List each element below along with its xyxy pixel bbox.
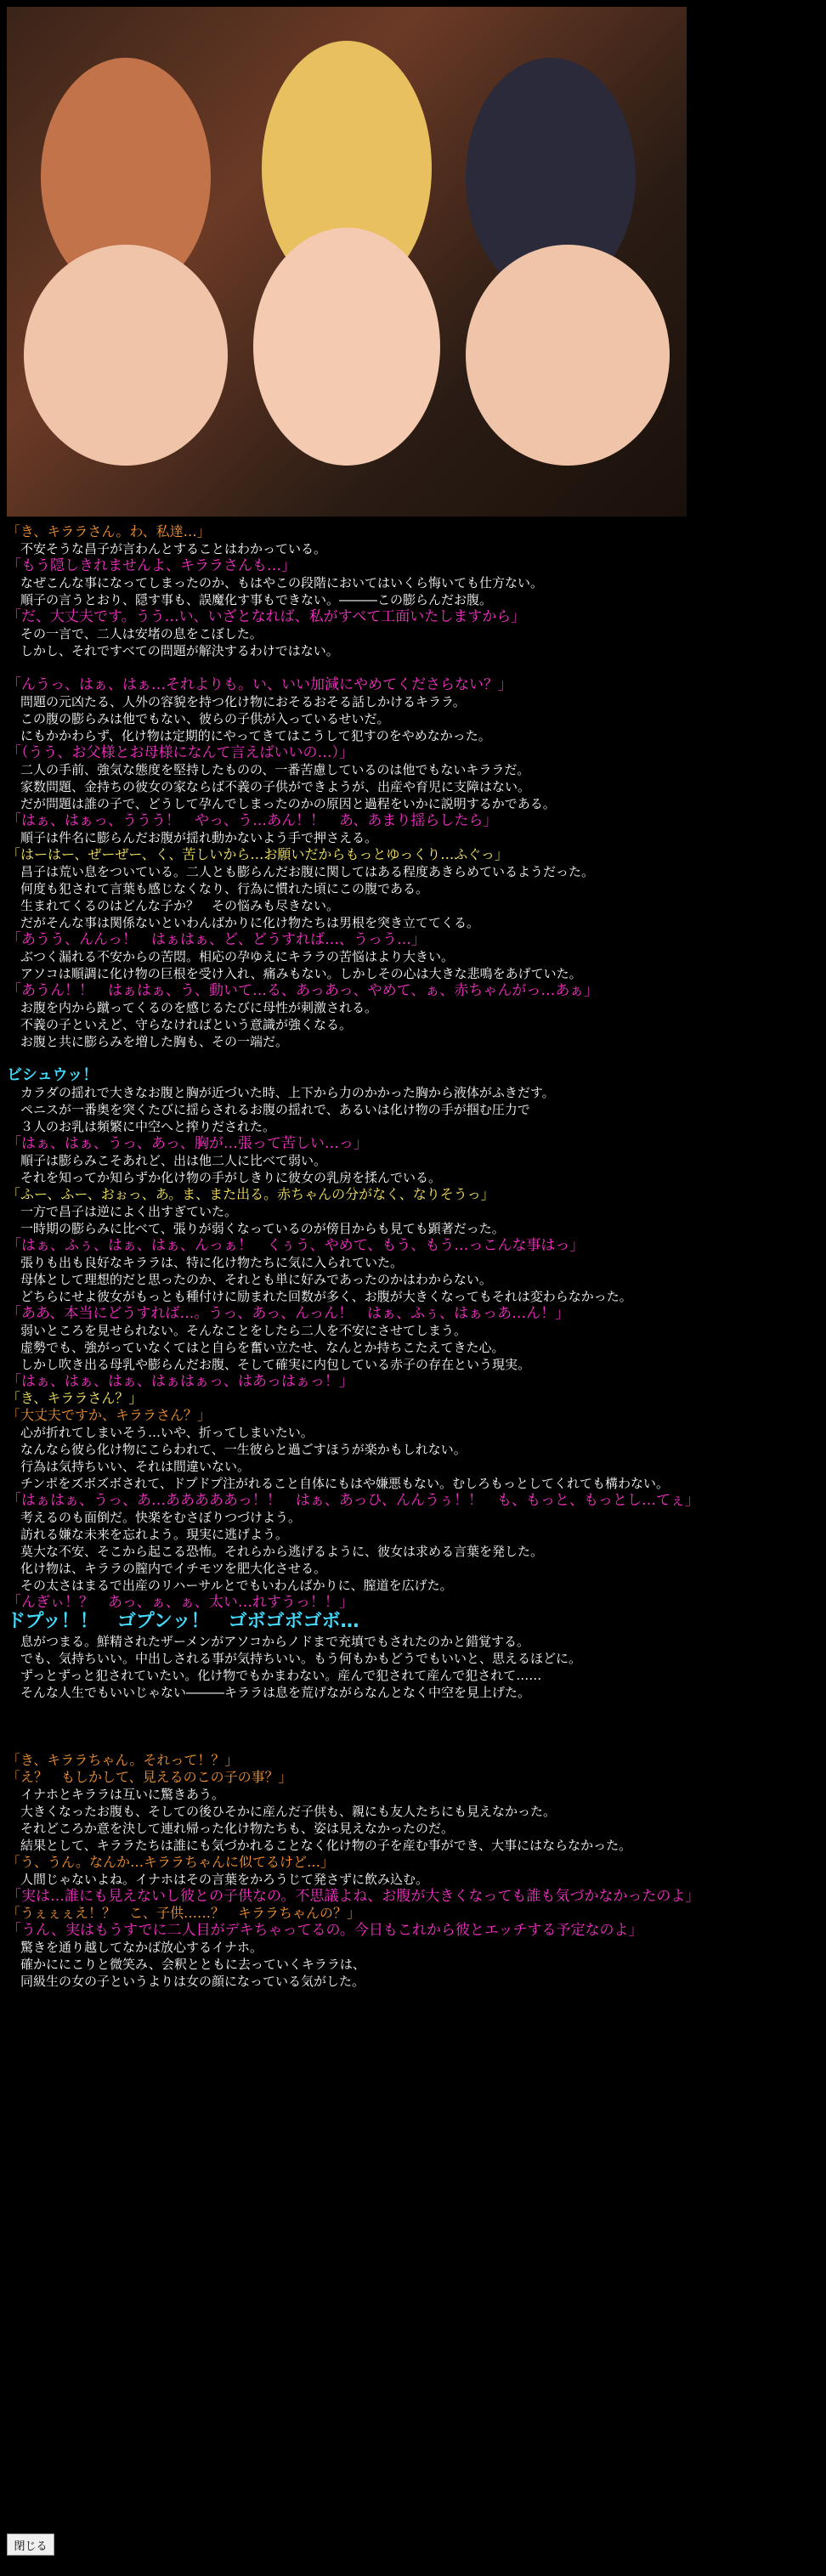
dialogue-line: 「ふー、ふー、おぉっ、あ。ま、また出る。赤ちゃんの分がなく、なりそうっ」 xyxy=(7,1186,495,1202)
narration-line: 訪れる嫌な未来を忘れよう。現実に逃げよう。 xyxy=(20,1527,289,1542)
narration-line: 昌子は荒い息をついている。二人とも膨らんだお腹に関してはある程度あきらめているようだった。 xyxy=(20,864,595,879)
narration-line: お腹を内から蹴ってくるのを感じるたびに母性が刺激される。 xyxy=(20,1000,378,1015)
narration-line: なんなら彼ら化け物にこらわれて、一生彼らと過ごすほうが楽かもしれない。 xyxy=(20,1442,467,1457)
narration-line: アソコは順調に化け物の巨根を受け入れ、痛みもない。しかしその心は大きな悲鳴をあげていた。 xyxy=(20,966,582,981)
narration-line: カラダの揺れで大きなお腹と胸が近づいた時、上下から力のかかった胸から液体がふきだす。 xyxy=(20,1085,555,1100)
spacer xyxy=(7,1718,814,1735)
narration-line: 母体として理想的だと思ったのか、それとも単に好みであったのかはわからない。 xyxy=(20,1272,492,1287)
narration-line: 息がつまる。鮮精されたザーメンがアソコからノドまで充填でもされたのかと錯覚する。 xyxy=(20,1634,529,1649)
spacer xyxy=(7,1050,814,1067)
dialogue-line: 「はぁ、はぁっ、ううう！ やっ、う…あん！！ あ、あまり揺らしたら」 xyxy=(7,812,498,829)
spacer xyxy=(7,1735,814,1752)
narration-line: だがそんな事は関係ないといわんばかりに化け物たちは男根を突き立ててくる。 xyxy=(20,915,480,930)
narration-line: 不義の子といえど、守らなければという意識が強くなる。 xyxy=(20,1017,353,1032)
narration-line: 家数問題、金持ちの彼女の家ならば不義の子供ができようが、出産や育児に支障はない。 xyxy=(20,779,531,794)
narration-line: 確かににこりと微笑み、会釈とともに去っていくキララは、 xyxy=(20,1957,365,1972)
narration-line: 弱いところを見せられない。そんなことをしたら二人を不安にさせてしまう。 xyxy=(20,1323,467,1338)
narration-line: でも、気持ちいい。中出しされる事が気持ちいい。もう何もかもどうでもいいと、思えるほどに。 xyxy=(20,1651,582,1666)
dialogue-line: 「（うう、お父様とお母様になんて言えばいいの…）」 xyxy=(7,744,354,761)
close-button[interactable]: 閉じる xyxy=(7,2534,54,2556)
narration-line: どちらにせよ彼女がもっとも種付けに励まれた回数が多く、お腹が大きくなってもそれは変わらなかった。 xyxy=(20,1289,632,1304)
narration-line: それどころか意を決して連れ帰った化け物たちも、姿は見えなかったのだ。 xyxy=(20,1821,455,1836)
narration-line: 順子は膨らみこそあれど、出は他二人に比べて弱い。 xyxy=(20,1153,327,1168)
dialogue-line: 「だ、大丈夫です。うう…い、いざとなれば、私がすべて工面いたしますから」 xyxy=(7,608,526,625)
dialogue-line: 「き、キララちゃん。それって！？」 xyxy=(7,1752,239,1768)
narration-line: チンポをズボズボされて、ドプドプ注がれること自体にもはや嫌悪もない。むしろもっとしてくれても構わない。 xyxy=(20,1476,670,1491)
narration-line: 化け物は、キララの膣内でイチモツを肥大化させる。 xyxy=(20,1561,327,1576)
narration-line: 何度も犯されて言葉も感じなくなり、行為に慣れた頃にこの腹である。 xyxy=(20,881,429,896)
narration-line: お腹と共に膨らみを増した胸も、その一端だ。 xyxy=(20,1034,289,1049)
dialogue-line: 「うん、実はもうすでに二人目がデキちゃってるの。今日もこれから彼とエッチする予定なのよ」 xyxy=(7,1922,643,1939)
narration-line: しかし吹き出る母乳や膨らんだお腹、そして確実に内包している赤子の存在という現実。 xyxy=(20,1357,531,1372)
dialogue-line: 「あうう、んんっ！ はぁはぁ、ど、どうすれば…、うっう…」 xyxy=(7,931,426,948)
narration-line: 考えるのも面倒だ。快楽をむさぼりつづけよう。 xyxy=(20,1510,302,1525)
body-left xyxy=(24,245,228,466)
body-center xyxy=(253,228,440,466)
dialogue-line: 「はぁ、はぁ、うっ、あっ、胸が…張って苦しい…っ」 xyxy=(7,1135,368,1152)
narration-line: そんな人生でもいいじゃない―――キララは息を荒げながらなんとなく中空を見上げた。 xyxy=(20,1685,531,1700)
narration-line: にもかかわらず、化け物は定期的にやってきてはこうして犯すのをやめなかった。 xyxy=(20,728,491,743)
narration-line: 莫大な不安、そこから起こる恐怖。それらから逃げるように、彼女は求める言葉を発した。 xyxy=(20,1544,544,1559)
narration-line: 大きくなったお腹も、そしての後ひそかに産んだ子供も、親にも友人たちにも見えなかった。 xyxy=(20,1804,557,1819)
narration-line: ずっとずっと犯されていたい。化け物でもかまわない。産んで犯されて産んで犯されて…… xyxy=(20,1668,542,1683)
narration-line: 虚勢でも、強がっていなくてはと自らを奮い立たせ、なんとか持ちこたえてきた心。 xyxy=(20,1340,505,1355)
dialogue-line: 「はぁ、ふぅ、はぁ、はぁ、んっぁ！ くぅう、やめて、もう、もう…っこんな事はっ」 xyxy=(7,1237,585,1254)
dialogue-line: ドプッ！！ ゴプンッ！ ゴボゴボゴボ… xyxy=(7,1611,359,1632)
dialogue-line: 「うぇぇぇえ！？ こ、子供……？ キララちゃんの？」 xyxy=(7,1905,361,1921)
dialogue-line: 「う、うん。なんか…キララちゃんに似てるけど…」 xyxy=(7,1854,334,1870)
dialogue-line: 「大丈夫ですか、キララさん？」 xyxy=(7,1407,212,1423)
dialogue-line: 「はーはー、ぜーぜー、く、苦しいから…お願いだからもっとゆっくり…ふぐっ」 xyxy=(7,846,508,862)
dialogue-line: 「んうっ、はぁ、はぁ…それよりも。い、いい加減にやめてくださらない？」 xyxy=(7,676,512,693)
narration-line: ペニスが一番奥を突くたびに揺らされるお腹の揺れで、あるいは化け物の手が掴む圧力で xyxy=(20,1102,530,1117)
narration-line: 一方で昌子は逆によく出すぎていた。 xyxy=(20,1204,238,1219)
narration-line: それを知ってか知らずか化け物の手がしきりに彼女の乳房を揉んでいる。 xyxy=(20,1170,442,1185)
narration-line: イナホとキララは互いに驚きあう。 xyxy=(20,1787,225,1802)
body-right xyxy=(466,245,670,466)
dialogue-line: 「んぎぃ！？ あっ、ぁ、ぁ、太い…れすうっ！！」 xyxy=(7,1594,354,1611)
narration-line: 行為は気持ちいい、それは間違いない。 xyxy=(20,1459,251,1474)
narration-line: その太さはまるで出産のリハーサルとでもいわんばかりに、膣道を広げた。 xyxy=(20,1578,453,1593)
narration-line: ３人のお乳は頻繁に中空へと搾りだされた。 xyxy=(20,1119,276,1134)
narration-line: 生まれてくるのはどんな子か？ その悩みも尽きない。 xyxy=(20,898,340,913)
dialogue-line: 「あうん！！ はぁはぁ、う、動いて…る、あっあっ、やめて、ぁ、赤ちゃんがっ…あぁ」 xyxy=(7,982,599,999)
narration-line: その一言で、二人は安堵の息をこぼした。 xyxy=(20,626,263,641)
narration-line: 不安そうな昌子が言わんとすることはわかっている。 xyxy=(20,541,327,556)
narration-line: 順子の言うとおり、隠す事も、誤魔化す事もできない。―――この膨らんだお腹。 xyxy=(20,592,493,607)
narration-line: 結果として、キララたちは誰にも気づかれることなく化け物の子を産む事ができ、大事にはならなかった。 xyxy=(20,1838,632,1853)
dialogue-line: 「え？ もしかして、見えるのこの子の事？」 xyxy=(7,1769,292,1785)
narration-line: 問題の元凶たる、人外の容貌を持つ化け物におそるおそる話しかけるキララ。 xyxy=(20,694,466,709)
narration-line: しかし、それですべての問題が解決するわけではない。 xyxy=(20,643,339,658)
narration-line: だが問題は誰の子で、どうして孕んでしまったのかの原因と過程をいかに説明するかである。 xyxy=(20,796,556,811)
narration-line: 驚きを通り越してなかば放心するイナホ。 xyxy=(20,1940,263,1955)
spacer xyxy=(7,1701,814,1718)
narration-line: この腹の膨らみは他でもない、彼らの子供が入っているせいだ。 xyxy=(20,711,390,726)
dialogue-line: 「き、キララさん？」 xyxy=(7,1390,143,1406)
illustration xyxy=(7,7,687,517)
narration-line: 順子は件名に膨らんだお腹が揺れ動かないよう手で押さえる。 xyxy=(20,830,378,845)
dialogue-line: 「ああ、本当にどうすれば…。うっ、あっ、んっん！ はぁ、ふぅ、はぁっあ…ん！」 xyxy=(7,1305,570,1322)
dialogue-line: 「もう隠しきれませんよ、キララさんも…」 xyxy=(7,557,296,574)
story-text xyxy=(7,523,814,1990)
dialogue-line: 「はぁ、はぁ、はぁ、はぁはぁっ、はあっはぁっ！」 xyxy=(7,1373,354,1390)
narration-line: 心が折れてしまいそう…いや、折ってしまいたい。 xyxy=(20,1425,314,1440)
spacer xyxy=(7,659,814,676)
narration-line: 張りも出も良好なキララは、特に化け物たちに気に入られていた。 xyxy=(20,1255,404,1270)
narration-line: ぶつく漏れる不安からの苦悶。相応の孕ゆえにキララの苦悩はより大きい。 xyxy=(20,949,455,964)
narration-line: 二人の手前、強気な態度を堅持したものの、一番苦慮しているのは他でもないキララだ。 xyxy=(20,762,530,777)
narration-line: 一時期の膨らみに比べて、張りが弱くなっているのが傍目からも見ても顕著だった。 xyxy=(20,1221,505,1236)
dialogue-line: 「き、キララさん。わ、私達…」 xyxy=(7,523,211,539)
dialogue-line: 「はぁはぁ、うっ、あ…あああああっ！！ はぁ、あっひ、んんうぅ！！ も、もっと、もっとし…てぇ」 xyxy=(7,1492,699,1509)
narration-line: 人間じゃないよね。イナホはその言葉をかろうじて発さずに飲み込む。 xyxy=(20,1872,429,1887)
narration-line: なぜこんな事になってしまったのか、もはやこの段階においてはいくら悔いても仕方ない。 xyxy=(20,575,544,590)
narration-line: 同級生の女の子というよりは女の顔になっている気がした。 xyxy=(20,1974,365,1989)
dialogue-line: 「実は…誰にも見えないし彼との子供なの。不思議よね、お腹が大きくなっても誰も気づかなかったのよ」 xyxy=(7,1888,700,1905)
dialogue-line: ビシュウッ！ xyxy=(7,1067,99,1084)
